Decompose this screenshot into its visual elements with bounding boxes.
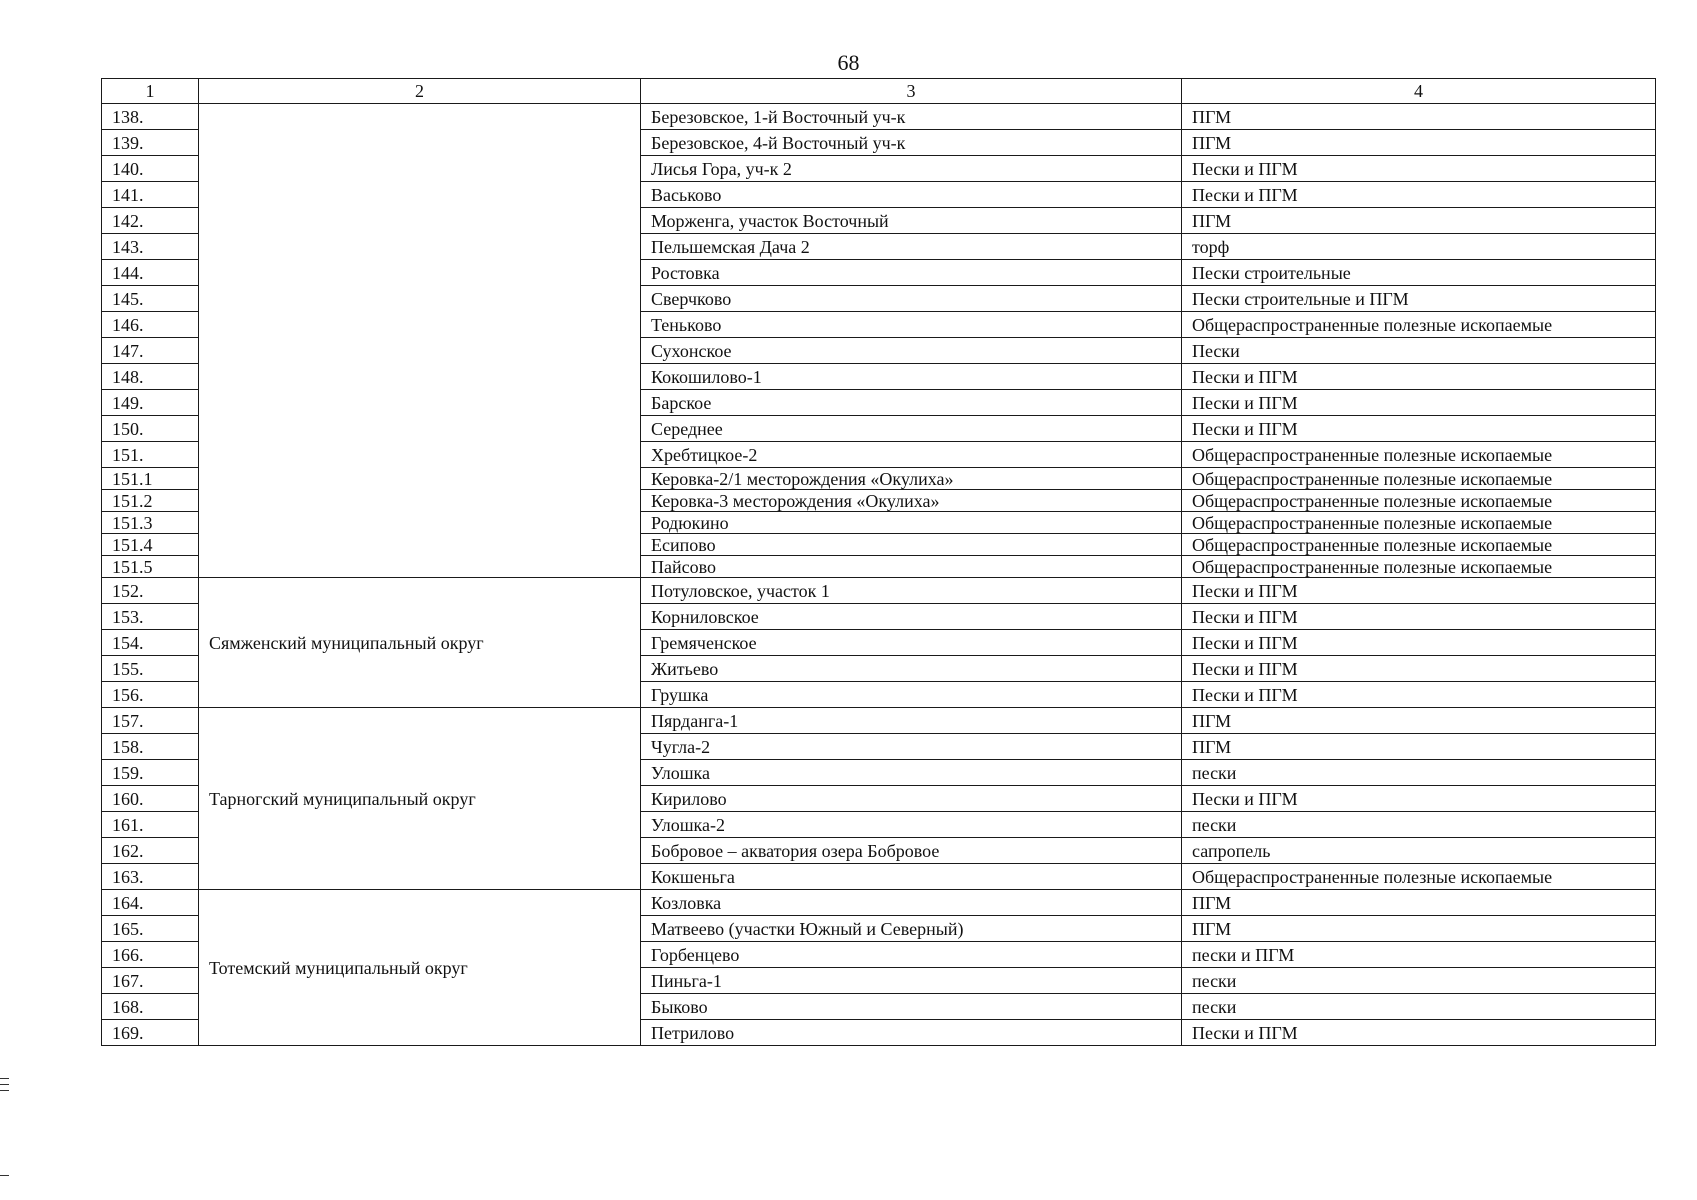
district-cell xyxy=(199,104,641,578)
mineral-type-cell: ПГМ xyxy=(1182,890,1656,916)
row-number-cell: 168. xyxy=(102,994,199,1020)
deposit-name-cell: Васьково xyxy=(641,182,1182,208)
mineral-type-cell: Пески и ПГМ xyxy=(1182,364,1656,390)
row-number-cell: 146. xyxy=(102,312,199,338)
deposit-name-cell: Есипово xyxy=(641,534,1182,556)
row-number-cell: 150. xyxy=(102,416,199,442)
mineral-type-cell: Пески и ПГМ xyxy=(1182,416,1656,442)
deposit-name-cell: Улошка xyxy=(641,760,1182,786)
row-number-cell: 138. xyxy=(102,104,199,130)
mineral-type-cell: Пески и ПГМ xyxy=(1182,630,1656,656)
row-number-cell: 158. xyxy=(102,734,199,760)
row-number-cell: 164. xyxy=(102,890,199,916)
deposit-name-cell: Кокшеньга xyxy=(641,864,1182,890)
row-number-cell: 151.1 xyxy=(102,468,199,490)
district-cell: Тотемский муниципальный округ xyxy=(199,890,641,1046)
scan-margin-mark xyxy=(0,1078,9,1079)
mineral-type-cell: Пески строительные и ПГМ xyxy=(1182,286,1656,312)
scan-margin-mark xyxy=(0,1175,9,1176)
mineral-type-cell: пески xyxy=(1182,760,1656,786)
deposit-name-cell: Корниловское xyxy=(641,604,1182,630)
deposit-name-cell: Сухонское xyxy=(641,338,1182,364)
mineral-type-cell: торф xyxy=(1182,234,1656,260)
mineral-type-cell: Общераспространенные полезные ископаемые xyxy=(1182,556,1656,578)
deposit-name-cell: Пиньга-1 xyxy=(641,968,1182,994)
row-number-cell: 151.3 xyxy=(102,512,199,534)
mineral-type-cell: Пески и ПГМ xyxy=(1182,156,1656,182)
mineral-type-cell: Общераспространенные полезные ископаемые xyxy=(1182,534,1656,556)
mineral-type-cell: Пески строительные xyxy=(1182,260,1656,286)
mineral-type-cell: ПГМ xyxy=(1182,104,1656,130)
row-number-cell: 151.4 xyxy=(102,534,199,556)
deposit-name-cell: Ростовка xyxy=(641,260,1182,286)
row-number-cell: 139. xyxy=(102,130,199,156)
mineral-type-cell: Общераспространенные полезные ископаемые xyxy=(1182,468,1656,490)
deposit-name-cell: Быково xyxy=(641,994,1182,1020)
mineral-type-cell: Пески xyxy=(1182,338,1656,364)
deposit-name-cell: Середнее xyxy=(641,416,1182,442)
mineral-type-cell: сапропель xyxy=(1182,838,1656,864)
row-number-cell: 152. xyxy=(102,578,199,604)
deposit-name-cell: Лисья Гора, уч-к 2 xyxy=(641,156,1182,182)
deposit-name-cell: Керовка-3 месторождения «Окулиха» xyxy=(641,490,1182,512)
row-number-cell: 165. xyxy=(102,916,199,942)
row-number-cell: 153. xyxy=(102,604,199,630)
row-number-cell: 149. xyxy=(102,390,199,416)
row-number-cell: 140. xyxy=(102,156,199,182)
deposit-name-cell: Пайсово xyxy=(641,556,1182,578)
scan-margin-mark xyxy=(0,1090,9,1091)
mineral-type-cell: Общераспространенные полезные ископаемые xyxy=(1182,490,1656,512)
deposit-name-cell: Чугла-2 xyxy=(641,734,1182,760)
row-number-cell: 156. xyxy=(102,682,199,708)
mineral-type-cell: Общераспространенные полезные ископаемые xyxy=(1182,512,1656,534)
deposit-name-cell: Матвеево (участки Южный и Северный) xyxy=(641,916,1182,942)
district-cell: Сямженский муниципальный округ xyxy=(199,578,641,708)
mineral-type-cell: Пески и ПГМ xyxy=(1182,578,1656,604)
row-number-cell: 161. xyxy=(102,812,199,838)
table-header xyxy=(102,79,1656,104)
mineral-type-cell: пески и ПГМ xyxy=(1182,942,1656,968)
mineral-type-cell: Пески и ПГМ xyxy=(1182,656,1656,682)
deposit-name-cell: Керовка-2/1 месторождения «Окулиха» xyxy=(641,468,1182,490)
deposit-name-cell: Горбенцево xyxy=(641,942,1182,968)
deposit-name-cell: Козловка xyxy=(641,890,1182,916)
row-number-cell: 151.2 xyxy=(102,490,199,512)
table-row xyxy=(102,890,1656,916)
deposit-name-cell: Потуловское, участок 1 xyxy=(641,578,1182,604)
mineral-type-cell: Пески и ПГМ xyxy=(1182,682,1656,708)
column-header-1: 1 xyxy=(102,79,199,104)
deposit-name-cell: Грушка xyxy=(641,682,1182,708)
deposit-name-cell: Березовское, 1-й Восточный уч-к xyxy=(641,104,1182,130)
mineral-type-cell: Общераспространенные полезные ископаемые xyxy=(1182,442,1656,468)
district-cell: Тарногский муниципальный округ xyxy=(199,708,641,890)
table-row xyxy=(102,104,1656,130)
row-number-cell: 159. xyxy=(102,760,199,786)
deposit-name-cell: Теньково xyxy=(641,312,1182,338)
deposit-name-cell: Кирилово xyxy=(641,786,1182,812)
deposit-name-cell: Березовское, 4-й Восточный уч-к xyxy=(641,130,1182,156)
deposit-name-cell: Петрилово xyxy=(641,1020,1182,1046)
row-number-cell: 145. xyxy=(102,286,199,312)
deposit-name-cell: Барское xyxy=(641,390,1182,416)
deposit-name-cell: Хребтицкое-2 xyxy=(641,442,1182,468)
scan-margin-mark xyxy=(0,1084,9,1085)
column-header-3: 3 xyxy=(641,79,1182,104)
row-number-cell: 151. xyxy=(102,442,199,468)
row-number-cell: 155. xyxy=(102,656,199,682)
mineral-type-cell: пески xyxy=(1182,994,1656,1020)
mineral-type-cell: Пески и ПГМ xyxy=(1182,786,1656,812)
deposit-name-cell: Морженга, участок Восточный xyxy=(641,208,1182,234)
mineral-type-cell: пески xyxy=(1182,968,1656,994)
mineral-type-cell: Пески и ПГМ xyxy=(1182,1020,1656,1046)
mineral-type-cell: пески xyxy=(1182,812,1656,838)
row-number-cell: 151.5 xyxy=(102,556,199,578)
deposit-name-cell: Житьево xyxy=(641,656,1182,682)
deposit-name-cell: Сверчково xyxy=(641,286,1182,312)
column-header-2: 2 xyxy=(199,79,641,104)
mineral-type-cell: ПГМ xyxy=(1182,130,1656,156)
row-number-cell: 154. xyxy=(102,630,199,656)
column-header-4: 4 xyxy=(1182,79,1656,104)
mineral-type-cell: Пески и ПГМ xyxy=(1182,390,1656,416)
table-row xyxy=(102,578,1656,604)
deposits-table xyxy=(101,78,1656,1046)
header-row xyxy=(102,79,1656,104)
row-number-cell: 166. xyxy=(102,942,199,968)
mineral-type-cell: Пески и ПГМ xyxy=(1182,182,1656,208)
deposit-name-cell: Улошка-2 xyxy=(641,812,1182,838)
row-number-cell: 141. xyxy=(102,182,199,208)
row-number-cell: 147. xyxy=(102,338,199,364)
row-number-cell: 148. xyxy=(102,364,199,390)
row-number-cell: 160. xyxy=(102,786,199,812)
mineral-type-cell: ПГМ xyxy=(1182,734,1656,760)
table-row xyxy=(102,708,1656,734)
row-number-cell: 157. xyxy=(102,708,199,734)
mineral-type-cell: Пески и ПГМ xyxy=(1182,604,1656,630)
mineral-type-cell: ПГМ xyxy=(1182,208,1656,234)
table-body xyxy=(102,104,1656,1046)
deposit-name-cell: Гремяченское xyxy=(641,630,1182,656)
deposit-name-cell: Кокошилово-1 xyxy=(641,364,1182,390)
mineral-type-cell: Общераспространенные полезные ископаемые xyxy=(1182,864,1656,890)
deposit-name-cell: Пярданга-1 xyxy=(641,708,1182,734)
deposit-name-cell: Родюкино xyxy=(641,512,1182,534)
row-number-cell: 169. xyxy=(102,1020,199,1046)
row-number-cell: 144. xyxy=(102,260,199,286)
deposit-name-cell: Бобровое – акватория озера Бобровое xyxy=(641,838,1182,864)
deposit-name-cell: Пельшемская Дача 2 xyxy=(641,234,1182,260)
mineral-type-cell: ПГМ xyxy=(1182,708,1656,734)
row-number-cell: 143. xyxy=(102,234,199,260)
row-number-cell: 167. xyxy=(102,968,199,994)
row-number-cell: 142. xyxy=(102,208,199,234)
mineral-type-cell: ПГМ xyxy=(1182,916,1656,942)
page-number: 68 xyxy=(837,50,860,75)
row-number-cell: 163. xyxy=(102,864,199,890)
mineral-type-cell: Общераспространенные полезные ископаемые xyxy=(1182,312,1656,338)
row-number-cell: 162. xyxy=(102,838,199,864)
